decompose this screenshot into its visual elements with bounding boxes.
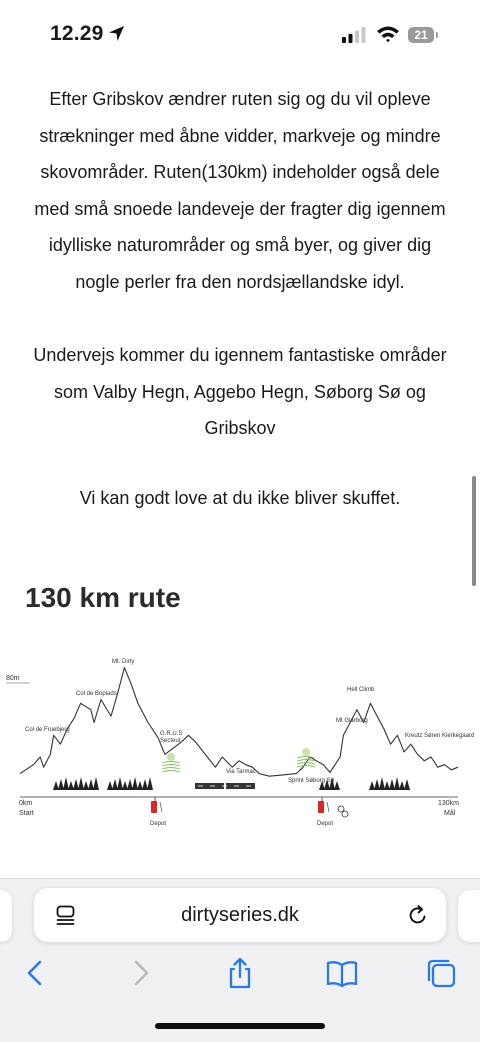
field-icon — [297, 760, 315, 762]
address-bar[interactable] — [34, 888, 446, 942]
depot-drink-icon — [151, 801, 157, 813]
forest-tree-icon — [68, 781, 74, 790]
forest-tree-icon — [379, 777, 385, 790]
forward-icon[interactable] — [122, 956, 158, 992]
forest-tree-icon — [88, 779, 94, 790]
text-line: med små snoede landeveje der fragter dig igennem — [34, 198, 446, 219]
forest-tree-icon — [107, 781, 113, 790]
annotation-kreutz: Kreutz Søren Kierkegaard — [405, 733, 475, 739]
x-start-label: 0km — [19, 800, 33, 807]
bike-service-icon — [342, 811, 348, 817]
forest-tree-icon — [117, 777, 123, 790]
annotation-depot-2: Depot — [317, 821, 334, 827]
annotation-mt-glarborg: Mt Glarborg — [336, 718, 368, 724]
annotation-depot-1: Depot — [150, 821, 167, 827]
field-icon — [162, 765, 180, 767]
tabs-icon[interactable] — [424, 956, 460, 992]
text-line: Undervejs kommer du igennem fantastiske områder — [33, 345, 447, 365]
annotation-mt-dirty: Mt. Dirty — [112, 659, 135, 665]
x-end-label: 130km — [438, 800, 460, 807]
field-icon — [162, 762, 180, 764]
bike-service-icon — [338, 806, 344, 812]
scroll-indicator[interactable] — [472, 476, 476, 586]
text-line: skovområder. Ruten(130km) indeholder også dele — [40, 162, 440, 182]
text-line: som Valby Hegn, Aggebo Hegn, Søborg Sø og — [54, 381, 426, 402]
text-line: strækninger med åbne vidder, markveje og mindre — [39, 125, 441, 146]
annotation-col-fruebjerg: Col de Fruebjerg — [25, 727, 70, 733]
forest-tree-icon — [93, 777, 99, 790]
fork-icon — [327, 802, 329, 812]
sun-icon — [167, 753, 175, 761]
elevation-profile-line — [20, 668, 458, 777]
forest-tree-icon — [53, 781, 59, 790]
text-line: Gribskov — [204, 418, 276, 438]
text-line: idylliske naturområder og små byer, og giver dig — [48, 235, 432, 255]
closing-paragraph — [0, 480, 480, 517]
annotation-hell-climb: Hell Climb — [347, 687, 375, 693]
forest-tree-icon — [334, 781, 340, 790]
forest-tree-icon — [122, 781, 128, 790]
areas-paragraph — [0, 337, 480, 447]
text-line: Efter Gribskov ændrer ruten sig og du vil opleve — [49, 89, 431, 109]
intro-paragraph — [0, 81, 480, 300]
forest-tree-icon — [394, 777, 400, 790]
field-icon — [162, 771, 180, 773]
location-arrow-icon — [108, 25, 125, 47]
sun-icon — [302, 748, 310, 756]
forest-tree-icon — [374, 779, 380, 790]
field-icon — [297, 766, 315, 768]
annotation-grus-secteur: Secteur — [160, 738, 181, 744]
forest-tree-icon — [73, 779, 79, 790]
forest-tree-icon — [369, 781, 375, 790]
bookmarks-icon[interactable] — [324, 956, 360, 992]
field-icon — [297, 757, 315, 759]
reload-icon[interactable] — [406, 903, 430, 932]
forest-tree-icon — [389, 779, 395, 790]
forest-tree-icon — [58, 779, 64, 790]
forest-tree-icon — [83, 781, 89, 790]
depot-drink-icon — [318, 801, 324, 813]
url-text[interactable]: dirtyseries.dk — [181, 904, 299, 926]
status-time: 12.29 — [50, 22, 104, 45]
forest-tree-icon — [137, 781, 143, 790]
x-end-sub-label: Mål — [444, 810, 456, 817]
forest-tree-icon — [112, 779, 118, 790]
text-line: nogle perler fra den nordsjællandske idyl. — [75, 271, 405, 292]
back-icon[interactable] — [18, 956, 54, 992]
wifi-icon — [376, 25, 400, 48]
forest-tree-icon — [142, 779, 148, 790]
fork-icon — [160, 802, 162, 812]
forest-tree-icon — [127, 779, 133, 790]
forest-tree-icon — [63, 777, 69, 790]
home-indicator[interactable] — [155, 1023, 325, 1029]
forest-tree-icon — [132, 777, 138, 790]
annotation-sprint: Sprint Søborg Sø — [288, 778, 335, 784]
next-tab-preview[interactable] — [458, 890, 480, 942]
text-line: Vi kan godt love at du ikke bliver skuffet. — [79, 488, 401, 508]
forest-tree-icon — [399, 781, 405, 790]
share-icon[interactable] — [222, 956, 258, 992]
previous-tab-preview[interactable] — [0, 890, 12, 942]
status-bar — [0, 0, 480, 70]
forest-tree-icon — [147, 777, 153, 790]
annotation-via-tarmac: Via Tarmac — [226, 769, 256, 775]
forest-tree-icon — [78, 777, 84, 790]
signal-icon — [342, 27, 368, 48]
forest-tree-icon — [384, 781, 390, 790]
x-start-sub-label: Start — [19, 810, 34, 817]
battery-level: 21 — [414, 28, 428, 42]
annotation-col-boplads: Col de Boplads — [76, 691, 117, 697]
y-axis-label: 80m — [6, 675, 20, 682]
section-title: 130 km rute — [25, 582, 181, 613]
field-icon — [162, 768, 180, 770]
annotation-grus: G.R.U.S — [160, 731, 183, 737]
route-elevation-chart — [0, 645, 480, 845]
forest-tree-icon — [404, 779, 410, 790]
